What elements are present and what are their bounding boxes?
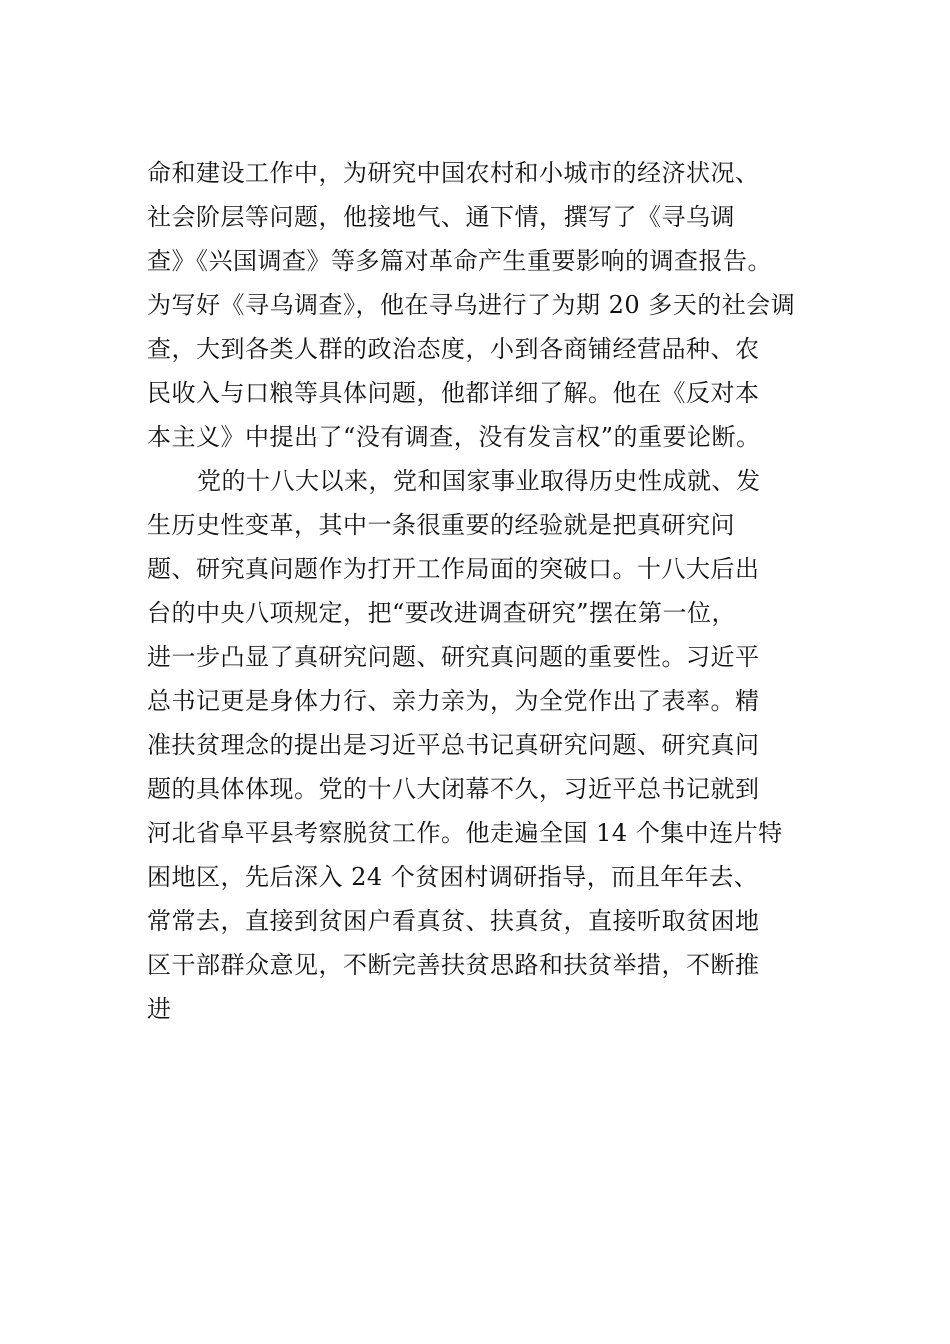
text-line: 民收入与口粮等具体问题，他都详细了解。他在《反对本	[147, 379, 760, 407]
text-line: 题的具体体现。党的十八大闭幕不久，习近平总书记就到	[147, 775, 760, 803]
text-line: 进	[147, 995, 172, 1023]
text-line: 社会阶层等问题，他接地气、通下情，撰写了《寻乌调	[147, 203, 735, 231]
text-line: 河北省阜平县考察脱贫工作。他走遍全国 14 个集中连片特	[147, 819, 783, 847]
text-line: 命和建设工作中，为研究中国农村和小城市的经济状况、	[147, 159, 760, 187]
text-line: 常常去，直接到贫困户看真贫、扶真贫，直接听取贫困地	[147, 907, 760, 935]
text-line: 本主义》中提出了“没有调查，没有发言权”的重要论断。	[147, 423, 761, 451]
text-line: 查》《兴国调查》等多篇对革命产生重要影响的调查报告。	[147, 247, 772, 275]
text-line: 查，大到各类人群的政治态度，小到各商铺经营品种、农	[147, 335, 760, 363]
paragraph-start-line: 党的十八大以来，党和国家事业取得历史性成就、发	[197, 467, 761, 495]
text-line: 困地区，先后深入 24 个贫困村调研指导，而且年年去、	[147, 863, 759, 891]
text-line: 题、研究真问题作为打开工作局面的突破口。十八大后出	[147, 555, 760, 583]
text-line: 准扶贫理念的提出是习近平总书记真研究问题、研究真问	[147, 731, 760, 759]
body-text	[147, 151, 807, 1031]
text-line: 为写好《寻乌调查》，他在寻乌进行了为期 20 多天的社会调	[147, 291, 796, 319]
text-line: 台的中央八项规定，把“要改进调查研究”摆在第一位，	[147, 599, 737, 627]
text-line: 进一步凸显了真研究问题、研究真问题的重要性。习近平	[147, 643, 760, 671]
text-line: 区干部群众意见，不断完善扶贫思路和扶贫举措，不断推	[147, 951, 760, 979]
text-line: 总书记更是身体力行、亲力亲为，为全党作出了表率。精	[147, 687, 760, 715]
text-line: 生历史性变革，其中一条很重要的经验就是把真研究问	[147, 511, 735, 539]
